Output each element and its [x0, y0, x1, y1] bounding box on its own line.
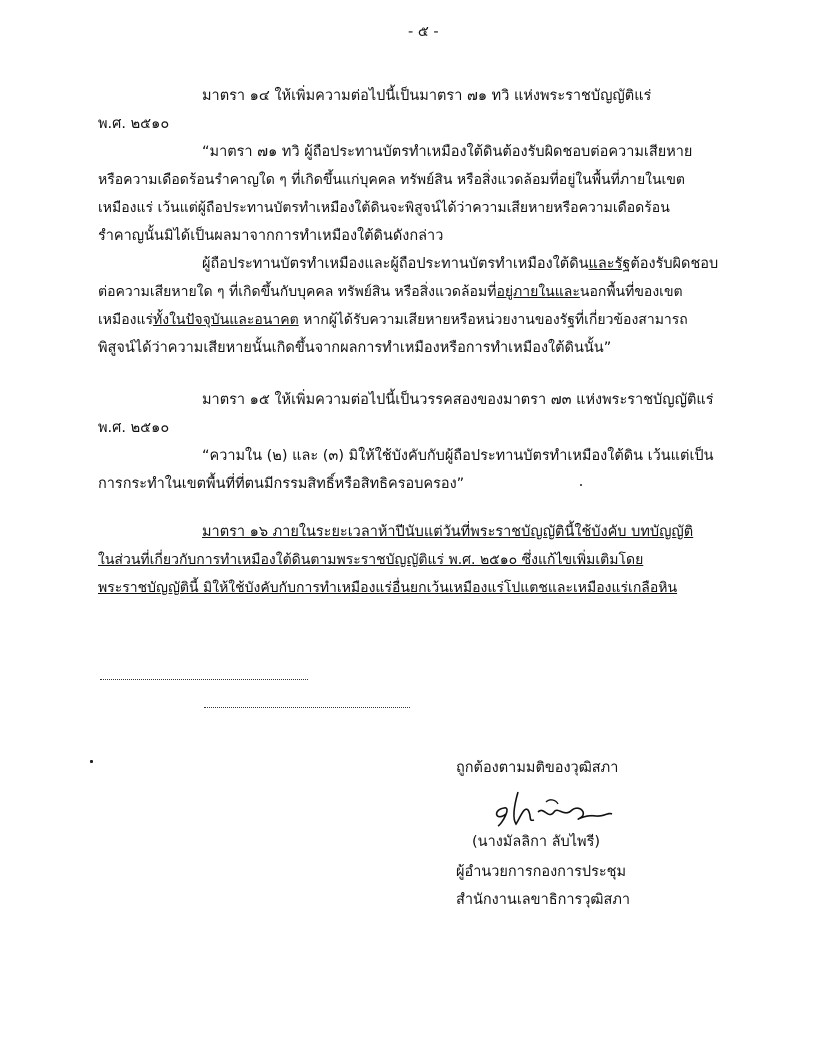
section-14-para1-line1: “มาตรา ๗๑ ทวิ ผู้ถือประทานบัตรทำเหมืองใต้ดินต้องรับผิดชอบต่อความเสียหาย: [202, 144, 693, 160]
section-15-para-line2: การกระทำในเขตพื้นที่ที่ตนมีกรรมสิทธิ์หรือสิทธิครอบครอง”: [98, 476, 465, 492]
section-14-para1-line3: เหมืองแร่ เว้นแต่ผู้ถือประทานบัตรทำเหมืองใต้ดินจะพิสูจน์ได้ว่าความเสียหายหรือความเดือดร้อน: [98, 200, 670, 216]
text-span: ผู้ถือประทานบัตรทำเหมืองและผู้ถือประทานบัตรทำเหมืองใต้ดิน: [202, 256, 589, 272]
section-15-heading: มาตรา ๑๕ ให้เพิ่มความต่อไปนี้เป็นวรรคสองของมาตรา ๗๓ แห่งพระราชบัญญัติแร่: [202, 392, 714, 408]
underlined-insertion: และรัฐ: [588, 256, 631, 272]
section-14-para2-line3: [98, 310, 688, 330]
section-16-line1: มาตรา ๑๖ ภายในระยะเวลาห้าปีนับแต่วันที่พระราชบัญญัตินี้ใช้บังคับ บทบัญญัติ: [202, 524, 694, 540]
section-15-para-line1: “ความใน (๒) และ (๓) มิให้ใช้บังคับกับผู้ถือประทานบัตรทำเหมืองใต้ดิน เว้นแต่เป็น: [202, 448, 714, 464]
section-16-line2: ในส่วนที่เกี่ยวกับการทำเหมืองใต้ดินตามพระราชบัญญัติแร่ พ.ศ. ๒๕๑๐ ซึ่งแก้ไขเพิ่มเติมโดย: [98, 552, 644, 568]
scan-speck: [90, 760, 93, 763]
underlined-insertion: ทั้งในปัจจุบันและอนาคต: [153, 312, 299, 328]
dotted-separator: [204, 707, 410, 708]
section-14-para2-line4: พิสูจน์ได้ว่าความเสียหายนั้นเกิดขึ้นจากผลการทำเหมืองหรือการทำเหมืองใต้ดินนั้น”: [98, 340, 612, 356]
section-14-para1-line2: หรือความเดือดร้อนรำคาญใด ๆ ที่เกิดขึ้นแก่บุคคล ทรัพย์สิน หรือสิ่งแวดล้อมที่อยู่ในพื้นที่ภายในเขต: [98, 172, 685, 188]
section-14-para2-line2: [98, 282, 683, 302]
signatory-position: ผู้อำนวยการกองการประชุม: [456, 864, 627, 880]
certification-text: ถูกต้องตามมติของวุฒิสภา: [456, 760, 619, 776]
underlined-insertion: อยู่ภายในและ: [496, 284, 580, 300]
section-14-year: พ.ศ. ๒๕๑๐: [98, 116, 170, 132]
text-span: นอกพื้นที่ของเขต: [579, 284, 683, 300]
text-span: ต้องรับผิดชอบ: [630, 256, 719, 272]
section-14-para2-line1: [202, 254, 718, 274]
dotted-separator: [100, 679, 308, 680]
section-16-line3: พระราชบัญญัตินี้ มิให้ใช้บังคับกับการทำเหมืองแร่อื่นยกเว้นเหมืองแร่โปแตชและเหมืองแร่เกลือหิน: [98, 580, 678, 596]
scan-speck: [580, 484, 582, 486]
text-span: ต่อความเสียหายใด ๆ ที่เกิดขึ้นกับบุคคล ทรัพย์สิน หรือสิ่งแวดล้อมที่: [98, 284, 497, 300]
signature: [488, 784, 618, 834]
signatory-office: สำนักงานเลขาธิการวุฒิสภา: [456, 892, 631, 908]
section-14-para1-line4: รำคาญนั้นมิได้เป็นผลมาจากการทำเหมืองใต้ดินดังกล่าว: [98, 228, 444, 244]
section-14-heading: มาตรา ๑๔ ให้เพิ่มความต่อไปนี้เป็นมาตรา ๗๑ ทวิ แห่งพระราชบัญญัติแร่: [202, 88, 652, 104]
section-15-year: พ.ศ. ๒๕๑๐: [98, 420, 170, 436]
signatory-name: (นางมัลลิกา ลับไพรี): [472, 834, 601, 850]
page-number: - ๕ -: [408, 24, 439, 40]
text-span: หากผู้ได้รับความเสียหายหรือหน่วยงานของรัฐที่เกี่ยวข้องสามารถ: [298, 312, 688, 328]
text-span: เหมืองแร่: [98, 312, 154, 328]
